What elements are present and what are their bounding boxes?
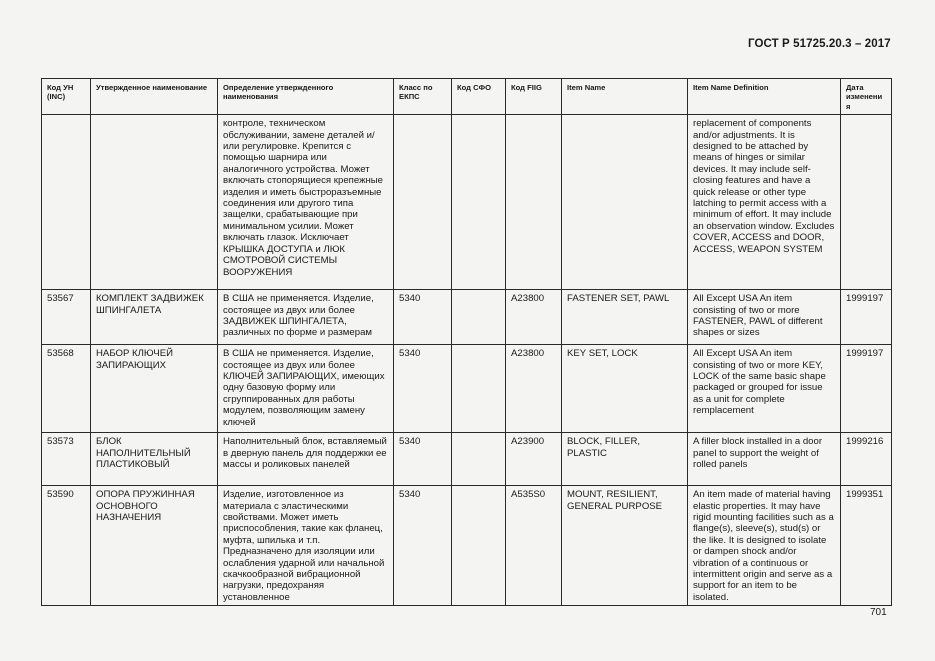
cell-fiig [506,115,562,290]
cell-sfo [452,290,506,345]
cell-change-date: 1999216 [841,433,892,486]
cell-item-name: MOUNT, RESILIENT, GENERAL PURPOSE [562,486,688,606]
cell-fiig: A23800 [506,345,562,433]
col-header-item-definition: Item Name Definition [688,79,841,115]
cell-inc: 53573 [42,433,91,486]
table-row [42,345,892,433]
cell-change-date [841,115,892,290]
cell-inc: 53568 [42,345,91,433]
cell-sfo [452,115,506,290]
page-number: 701 [870,607,887,618]
table-header-row [42,79,892,115]
cell-change-date: 1999197 [841,290,892,345]
cell-definition: Изделие, изготовленное из материала с эластическими свойствами. Может иметь приспособления, такие как фланец, муфта, шпилька и т.п. Предназначено для изоляции или ослабления ударной или начальной скачкообразной вибрационной нагрузки, предохраняя установленное [218,486,394,606]
col-header-sfo: Код СФО [452,79,506,115]
cell-item-definition: replacement of components and/or adjustments. It is designed to be attached by means of hinges or similar devices. It may include self-closing features and have a quick release or other type latching to permit access with a minimum of effort. It may include an observation window. Excludes COVER, ACCESS and DOOR, ACCESS, WEAPON SYSTEM [688,115,841,290]
cell-sfo [452,486,506,606]
cell-item-name: KEY SET, LOCK [562,345,688,433]
table-row [42,115,892,290]
cell-definition: Наполнительный блок, вставляемый в дверную панель для поддержки ее массы и роликовых панелей [218,433,394,486]
col-header-definition: Определение утвержденного наименования [218,79,394,115]
col-header-approved-name: Утвержденное наименование [91,79,218,115]
col-header-ekps-class: Класс по ЕКПС [394,79,452,115]
document-code: ГОСТ Р 51725.20.3 – 2017 [748,38,891,50]
cell-change-date: 1999351 [841,486,892,606]
cell-approved-name: БЛОК НАПОЛНИТЕЛЬНЫЙ ПЛАСТИКОВЫЙ [91,433,218,486]
cell-fiig: A23900 [506,433,562,486]
cell-approved-name: ОПОРА ПРУЖИННАЯ ОСНОВНОГО НАЗНАЧЕНИЯ [91,486,218,606]
items-table [41,78,892,606]
cell-ekps-class: 5340 [394,345,452,433]
cell-ekps-class: 5340 [394,290,452,345]
cell-inc: 53567 [42,290,91,345]
cell-approved-name: КОМПЛЕКТ ЗАДВИЖЕК ШПИНГАЛЕТА [91,290,218,345]
table-row [42,486,892,606]
cell-inc: 53590 [42,486,91,606]
col-header-item-name: Item Name [562,79,688,115]
cell-inc [42,115,91,290]
table-row [42,433,892,486]
cell-ekps-class [394,115,452,290]
cell-item-name [562,115,688,290]
cell-ekps-class: 5340 [394,433,452,486]
cell-change-date: 1999197 [841,345,892,433]
cell-definition: В США не применяется. Изделие, состоящее из двух или более ЗАДВИЖЕК ШПИНГАЛЕТА, различных по форме и размерам [218,290,394,345]
table-row [42,290,892,345]
cell-item-definition: All Except USA An item consisting of two or more FASTENER, PAWL of different shapes or sizes [688,290,841,345]
cell-approved-name [91,115,218,290]
cell-item-definition: All Except USA An item consisting of two or more KEY, LOCK of the same basic shape packaged or grouped for issue as a unit for complete remplacement [688,345,841,433]
cell-item-definition: A filler block installed in a door panel to support the weight of rolled panels [688,433,841,486]
cell-definition: контроле, техническом обслуживании, замене деталей и/или регулировке. Крепится с помощью шарнира или аналогичного устройства. Может включать стопорящиеся крепежные изделия и иметь быстроразъемные соединения или другого типа защелки, срабатывающие при минимальном усилии. Может включать глазок. Исключает КРЫШКА ДОСТУПА и ЛЮК СМОТРОВОЙ СИСТЕМЫ ВООРУЖЕНИЯ [218,115,394,290]
cell-item-name: BLOCK, FILLER, PLASTIC [562,433,688,486]
col-header-change-date: Дата изменения [841,79,892,115]
cell-approved-name: НАБОР КЛЮЧЕЙ ЗАПИРАЮЩИХ [91,345,218,433]
col-header-fiig: Код FIIG [506,79,562,115]
col-header-inc: Код УН (INC) [42,79,91,115]
cell-sfo [452,345,506,433]
cell-fiig: A535S0 [506,486,562,606]
cell-fiig: A23800 [506,290,562,345]
cell-sfo [452,433,506,486]
cell-ekps-class: 5340 [394,486,452,606]
cell-item-name: FASTENER SET, PAWL [562,290,688,345]
cell-definition: В США не применяется. Изделие, состоящее из двух или более КЛЮЧЕЙ ЗАПИРАЮЩИХ, имеющих одну базовую форму или сгруппированных для работы модулем, позволяющим замену ключей [218,345,394,433]
cell-item-definition: An item made of material having elastic properties. It may have rigid mounting facilities such as a flange(s), sleeve(s), stud(s) or the like. It is designed to isolate or dampen shock and/or vibration of a continuous or intermittent origin and serve as a support for an item to be isolated. [688,486,841,606]
